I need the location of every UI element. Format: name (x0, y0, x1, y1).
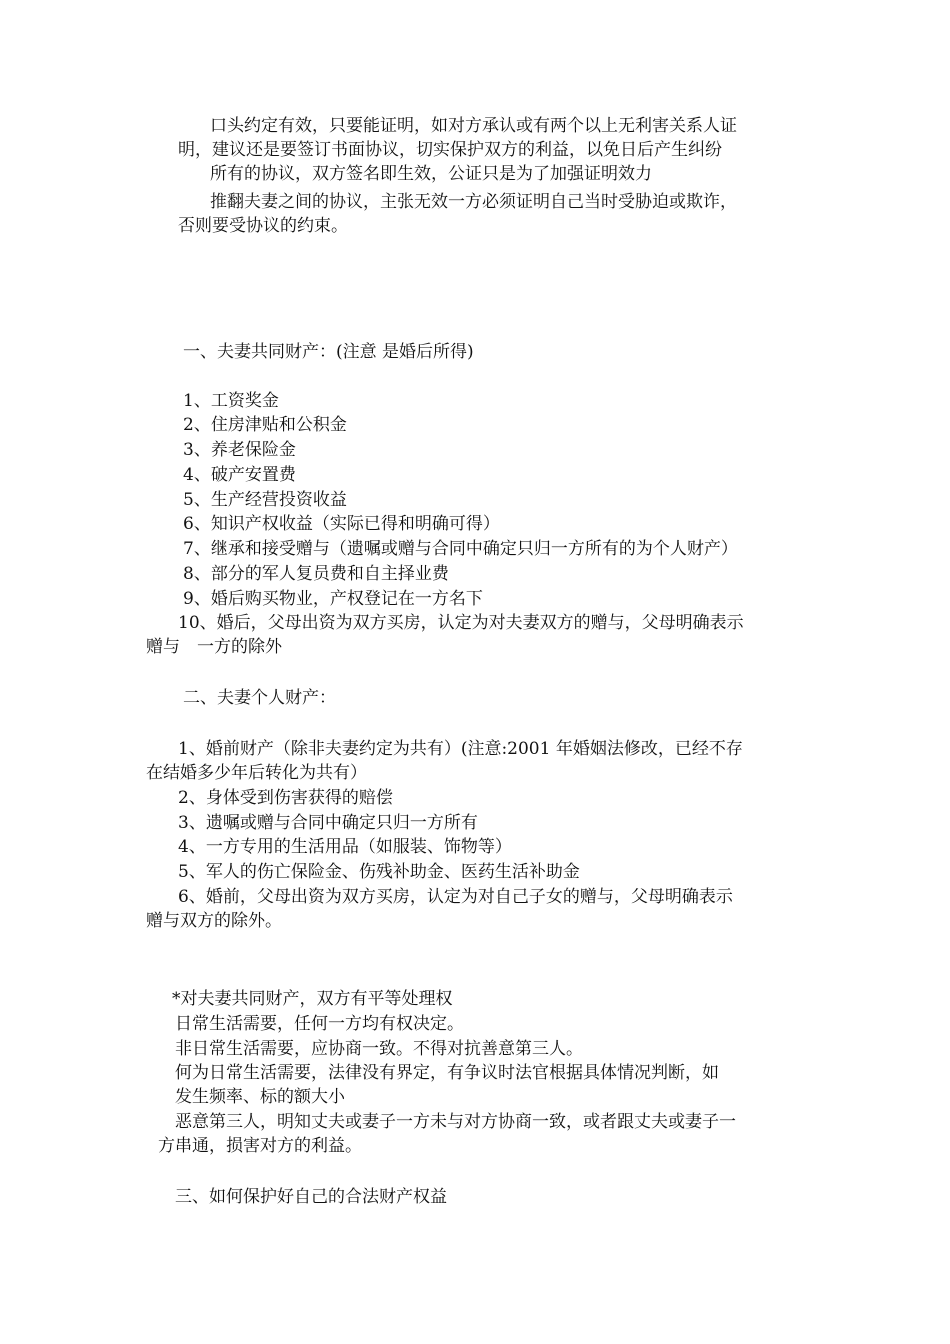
notes-line-2: 日常生活需要，任何一方均有权决定。 (175, 1014, 464, 1034)
section1-item-3: 3、养老保险金 (183, 440, 296, 460)
notes-line-4: 何为日常生活需要，法律没有界定，有争议时法官根据具体情况判断，如 (175, 1063, 719, 1083)
section2-item-3: 3、遗嘱或赠与合同中确定只归一方所有 (178, 813, 478, 833)
section1-item-10: 10、婚后，父母出资为双方买房，认定为对夫妻双方的赠与，父母明确表示 (178, 613, 744, 633)
section1-item-10-cont: 赠与 一方的除外 (146, 637, 282, 657)
section1-item-9: 9、婚后购买物业，产权登记在一方名下 (183, 589, 483, 609)
section1-item-8: 8、部分的军人复员费和自主择业费 (183, 564, 449, 584)
section1-item-2: 2、住房津贴和公积金 (183, 415, 347, 435)
section2-item-1: 1、婚前财产（除非夫妻约定为共有）(注意:2001 年婚姻法修改，已经不存 (178, 739, 743, 759)
section2-item-5: 5、军人的伤亡保险金、伤残补助金、医药生活补助金 (178, 862, 580, 882)
section2-item-4: 4、一方专用的生活用品（如服装、饰物等） (178, 837, 512, 857)
section1-item-6: 6、知识产权收益（实际已得和明确可得） (183, 514, 500, 534)
section1-heading: 一、夫妻共同财产：(注意 是婚后所得) (183, 342, 474, 362)
section1-item-4: 4、破产安置费 (183, 465, 296, 485)
intro-line-2: 明，建议还是要签订书面协议，切实保护双方的利益，以免日后产生纠纷 (178, 140, 722, 160)
intro-line-1: 口头约定有效，只要能证明，如对方承认或有两个以上无利害关系人证 (210, 116, 737, 136)
notes-line-6: 恶意第三人，明知丈夫或妻子一方未与对方协商一致，或者跟丈夫或妻子一 (175, 1112, 736, 1132)
section2-item-1-cont: 在结婚多少年后转化为共有） (146, 763, 367, 783)
section2-item-2: 2、身体受到伤害获得的赔偿 (178, 788, 393, 808)
intro-line-4: 推翻夫妻之间的协议，主张无效一方必须证明自己当时受胁迫或欺诈， (210, 192, 737, 212)
notes-line-5: 发生频率、标的额大小 (175, 1087, 345, 1107)
intro-line-3: 所有的协议，双方签名即生效，公证只是为了加强证明效力 (210, 164, 652, 184)
section1-item-5: 5、生产经营投资收益 (183, 490, 347, 510)
section2-item-6: 6、婚前，父母出资为双方买房，认定为对自己子女的赠与，父母明确表示 (178, 887, 733, 907)
notes-line-3: 非日常生活需要，应协商一致。不得对抗善意第三人。 (175, 1039, 583, 1059)
notes-line-1: *对夫妻共同财产，双方有平等处理权 (172, 989, 453, 1009)
section1-item-7: 7、继承和接受赠与（遗嘱或赠与合同中确定只归一方所有的为个人财产） (183, 539, 738, 559)
section2-item-6-cont: 赠与双方的除外。 (146, 911, 282, 931)
section3-heading: 三、如何保护好自己的合法财产权益 (175, 1187, 447, 1207)
notes-line-7: 方串通，损害对方的利益。 (158, 1136, 362, 1156)
intro-line-5: 否则要受协议的约束。 (178, 216, 348, 236)
section1-item-1: 1、工资奖金 (183, 391, 279, 411)
section2-heading: 二、夫妻个人财产： (183, 688, 336, 708)
